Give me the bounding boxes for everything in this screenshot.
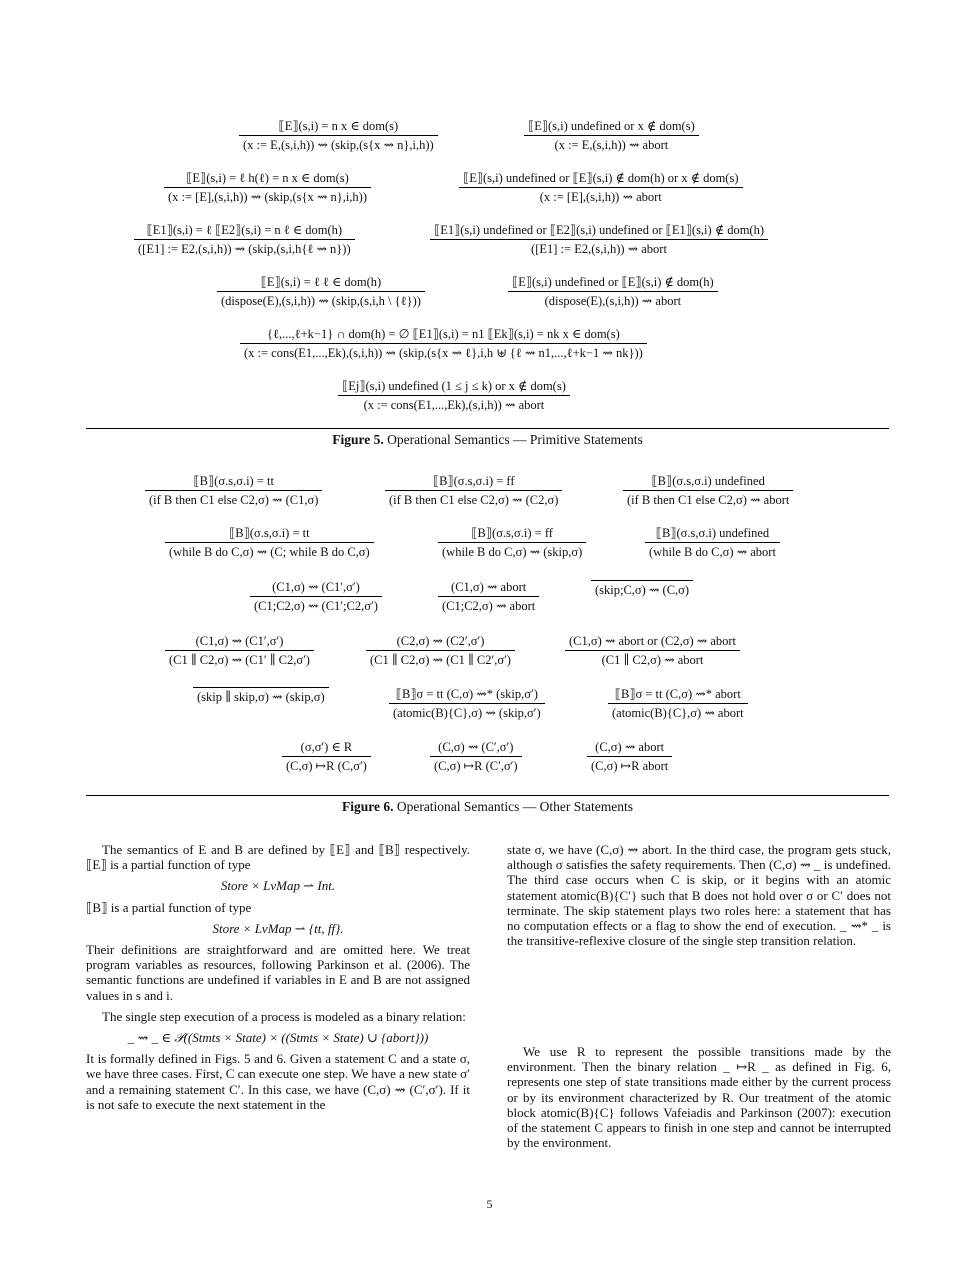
rule-bar — [250, 596, 382, 597]
rule-premise: ⟦Ej⟧(s,i) undefined (1 ≤ j ≤ k) or x ∉ dom(s) — [342, 379, 566, 393]
page-number: 5 — [486, 1197, 493, 1211]
rule-premise: (C2,σ) ⇝ (C2′,σ′) — [396, 634, 485, 648]
rule-conclusion: (C1 ∥ C2,σ) ⇝ (C1 ∥ C2′,σ′) — [370, 653, 511, 667]
display-formula: _ ⇝ _ ∈ 𝒫((Stmts × State) × ((Stmts × State) ∪ {abort})) — [127, 1030, 429, 1046]
rule-if-false — [385, 473, 562, 508]
rule-seq-skip — [591, 579, 693, 598]
rule-premise: ⟦B⟧(σ.s,σ.i) undefined — [655, 526, 770, 540]
rule-prog-step — [430, 739, 522, 774]
rule-bar — [145, 490, 322, 491]
rule-load-abort — [459, 170, 743, 205]
rule-premise: (C1,σ) ⇝ abort — [451, 580, 527, 594]
rule-premise: (C1,σ) ⇝ (C1′,σ′) — [195, 634, 284, 648]
rule-conclusion: (dispose(E),(s,i,h)) ⇝ abort — [544, 294, 682, 308]
rule-conclusion: (while B do C,σ) ⇝ abort — [649, 545, 776, 559]
rule-premise: (C1,σ) ⇝ (C1′,σ′) — [272, 580, 360, 594]
rule-assign — [239, 118, 438, 153]
rule-seq-abort — [438, 579, 539, 614]
rule-conclusion: (C1 ∥ C2,σ) ⇝ (C1′ ∥ C2,σ′) — [169, 653, 310, 667]
rule-bar — [239, 135, 438, 136]
rule-premise: ⟦B⟧(σ.s,σ.i) = ff — [471, 526, 553, 540]
rule-premise: ⟦B⟧(σ.s,σ.i) = tt — [193, 474, 274, 488]
rule-premise: ⟦E⟧(s,i) undefined or ⟦E⟧(s,i) ∉ dom(h) or x ∉ dom(s) — [463, 171, 739, 185]
rule-premise: ⟦E1⟧(s,i) undefined or ⟦E2⟧(s,i) undefined or ⟦E1⟧(s,i) ∉ dom(h) — [434, 223, 764, 237]
rule-premise: ⟦E⟧(s,i) = ℓ ℓ ∈ dom(h) — [260, 275, 382, 289]
rule-bar — [591, 580, 693, 581]
caption-text: Operational Semantics — Primitive Statements — [387, 432, 643, 447]
rule-bar — [438, 542, 586, 543]
caption-text: Operational Semantics — Other Statements — [396, 799, 634, 814]
rule-conclusion: (x := E,(s,i,h)) ⇝ abort — [554, 138, 669, 152]
rule-dispose-abort — [508, 274, 718, 309]
caption-label: Figure 5. — [332, 432, 384, 447]
rule-conclusion: ([E1] := E2,(s,i,h)) ⇝ abort — [531, 242, 667, 256]
rule-conclusion: (C1;C2,σ) ⇝ (C1′;C2,σ′) — [254, 599, 378, 613]
rule-premise: (C,σ) ⇝ (C′,σ′) — [438, 740, 514, 754]
rule-conclusion: (C,σ) ↦R abort — [591, 759, 669, 773]
rule-premise: ⟦E1⟧(s,i) = ℓ ⟦E2⟧(s,i) = n ℓ ∈ dom(h) — [146, 223, 343, 237]
paragraph: We use R to represent the possible transitions made by the environment. Then the binary relation _ ↦R _ as defined in Fig. 6, represents one step of state transitions made either by the current process or by its environment characterized by R. Our treatment of the atomic block atomic(B){C} follows Vafeiadis and Parkinson (2007): execution of the statement C appears to finish in one step and cannot be interrupted by the environment. — [507, 1044, 891, 1151]
rule-premise: ⟦B⟧(σ.s,σ.i) = ff — [432, 474, 515, 488]
figure5-divider — [86, 428, 889, 429]
rule-conclusion: (C1;C2,σ) ⇝ abort — [442, 599, 536, 613]
rule-bar — [193, 687, 329, 688]
rule-conclusion: (while B do C,σ) ⇝ (skip,σ) — [442, 545, 583, 559]
rule-conclusion: (atomic(B){C},σ) ⇝ (skip,σ′) — [393, 706, 541, 720]
rule-bar — [524, 135, 699, 136]
caption-label: Figure 6. — [341, 799, 394, 814]
rule-bar — [565, 650, 740, 651]
rule-conclusion: (x := cons(E1,...,Ek),(s,i,h)) ⇝ (skip,(s{x ⇝ ℓ},i,h ⊎ {ℓ ⇝ n1,...,ℓ+k−1 ⇝ nk})) — [244, 346, 643, 360]
rule-premise: ⟦E⟧(s,i) = ℓ h(ℓ) = n x ∈ dom(s) — [186, 171, 349, 185]
rule-premise: ⟦B⟧σ = tt (C,σ) ⇝* abort — [614, 687, 741, 701]
paragraph: ⟦B⟧ is a partial function of type — [86, 899, 252, 915]
rule-bar — [430, 756, 522, 757]
rule-conclusion: (if B then C1 else C2,σ) ⇝ (C2,σ) — [389, 493, 559, 507]
rule-bar — [385, 490, 562, 491]
rule-cons-abort — [338, 378, 570, 413]
rule-premise: {ℓ,...,ℓ+k−1} ∩ dom(h) = ∅ ⟦E1⟧(s,i) = n1 ⟦Ek⟧(s,i) = nk x ∈ dom(s) — [267, 327, 620, 341]
rule-bar — [459, 187, 743, 188]
rule-if-abort — [623, 473, 793, 508]
display-formula: Store × LvMap ⇀ {tt, ff}. — [212, 920, 344, 936]
rule-premise: ⟦B⟧(σ.s,σ.i) undefined — [651, 474, 765, 488]
rule-bar — [366, 650, 515, 651]
display-formula: Store × LvMap ⇀ Int. — [220, 878, 336, 894]
rule-cons — [240, 326, 647, 361]
rule-bar — [645, 542, 780, 543]
rule-conclusion: (atomic(B){C},σ) ⇝ abort — [612, 706, 744, 720]
rule-conclusion: (x := [E],(s,i,h)) ⇝ abort — [539, 190, 662, 204]
rule-conclusion: (skip ∥ skip,σ) ⇝ (skip,σ) — [197, 690, 325, 704]
rule-if-true — [145, 473, 322, 508]
rule-par-left — [165, 633, 314, 668]
rule-bar — [608, 703, 748, 704]
figure6-caption — [86, 799, 889, 815]
rule-dispose — [217, 274, 425, 309]
paragraph: The single step execution of a process is modeled as a binary relation: — [102, 1008, 466, 1024]
paragraph: It is formally defined in Figs. 5 and 6. Given a statement C and a state σ, we have three cases. First, C can execute one step. We have a new state σ′ and a remaining statement C′. In this case, we have (C,σ) ⇝ (C′,σ′). If it is not safe to execute the next statement in the — [86, 1051, 470, 1112]
rule-conclusion: (dispose(E),(s,i,h)) ⇝ (skip,(s,i,h \ {ℓ})) — [221, 294, 421, 308]
rule-bar — [389, 703, 545, 704]
rule-bar — [430, 239, 768, 240]
rule-conclusion: ([E1] := E2,(s,i,h)) ⇝ (skip,(s,i,h{ℓ ⇝ n})) — [138, 242, 351, 256]
rule-premise: (C1,σ) ⇝ abort or (C2,σ) ⇝ abort — [569, 634, 737, 648]
rule-bar — [508, 291, 718, 292]
rule-premise: ⟦E⟧(s,i) undefined or ⟦E⟧(s,i) ∉ dom(h) — [512, 275, 714, 289]
rule-assign-abort — [524, 118, 699, 153]
right-column-lower — [507, 1044, 891, 1156]
rule-bar — [338, 395, 570, 396]
rule-bar — [240, 343, 647, 344]
rule-conclusion: (skip;C,σ) ⇝ (C,σ) — [595, 583, 690, 597]
paragraph: Their definitions are straightforward and are omitted here. We treat program variables as resources, following Parkinson et al. (2006). The semantic functions are undefined if variables in E and B are not assigned values in s and i. — [86, 942, 470, 1003]
rule-atomic — [389, 686, 545, 721]
rule-premise: ⟦B⟧(σ.s,σ.i) = tt — [229, 526, 310, 540]
rule-par-skip — [193, 686, 329, 705]
rule-env — [282, 739, 371, 774]
rule-conclusion: (if B then C1 else C2,σ) ⇝ abort — [627, 493, 790, 507]
rule-conclusion: (if B then C1 else C2,σ) ⇝ (C1,σ) — [149, 493, 319, 507]
rule-bar — [623, 490, 793, 491]
paragraph: The semantics of E and B are defined by ⟦E⟧ and ⟦B⟧ respectively. ⟦E⟧ is a partial function of type — [86, 842, 470, 873]
rule-bar — [587, 756, 672, 757]
rule-bar — [165, 650, 314, 651]
rule-seq — [250, 579, 382, 614]
figure5-caption — [86, 432, 889, 448]
right-column — [507, 842, 891, 954]
rule-store — [134, 222, 355, 257]
rule-prog-abort — [587, 739, 672, 774]
rule-conclusion: (x := E,(s,i,h)) ⇝ (skip,(s{x ⇝ n},i,h)) — [243, 138, 434, 152]
rule-premise: ⟦E⟧(s,i) undefined or x ∉ dom(s) — [528, 119, 695, 133]
rule-while-true — [165, 525, 374, 560]
rule-bar — [134, 239, 355, 240]
rule-conclusion: (x := [E],(s,i,h)) ⇝ (skip,(s{x ⇝ n},i,h)) — [168, 190, 367, 204]
left-column — [86, 842, 470, 1118]
rule-while-false — [438, 525, 586, 560]
rule-premise: (C,σ) ⇝ abort — [595, 740, 665, 754]
rule-conclusion: (x := cons(E1,...,Ek),(s,i,h)) ⇝ abort — [363, 398, 545, 412]
rule-conclusion: (while B do C,σ) ⇝ (C; while B do C,σ) — [169, 545, 370, 559]
rule-premise: ⟦B⟧σ = tt (C,σ) ⇝* (skip,σ′) — [395, 687, 538, 701]
rule-conclusion: (C,σ) ↦R (C,σ′) — [286, 759, 367, 773]
rule-conclusion: (C,σ) ↦R (C′,σ′) — [434, 759, 518, 773]
rule-bar — [164, 187, 371, 188]
rule-load — [164, 170, 371, 205]
rule-bar — [165, 542, 374, 543]
rule-par-abort — [565, 633, 740, 668]
paragraph: state σ, we have (C,σ) ⇝ abort. In the third case, the program gets stuck, although σ satisfies the safety requirements. Then (C,σ) ⇝ _ is undefined. The third case occurs when C is skip, or it begins with an atomic statement atomic(B){C′} such that B does not hold over σ or C′ does not terminate. The skip statement plays two roles here: a statement that has no computation effects or a flag to show the end of execution. _ ⇝* _ is the transitive-reflexive closure of the single step transition relation. — [507, 842, 891, 949]
rule-premise: (σ,σ′) ∈ R — [300, 740, 353, 754]
rule-premise: ⟦E⟧(s,i) = n x ∈ dom(s) — [278, 119, 399, 133]
rule-while-abort — [645, 525, 780, 560]
rule-bar — [217, 291, 425, 292]
rule-bar — [282, 756, 371, 757]
rule-par-right — [366, 633, 515, 668]
rule-conclusion: (C1 ∥ C2,σ) ⇝ abort — [601, 653, 704, 667]
rule-bar — [438, 596, 539, 597]
rule-store-abort — [430, 222, 768, 257]
figure6-divider — [86, 795, 889, 796]
rule-atomic-abort — [608, 686, 748, 721]
